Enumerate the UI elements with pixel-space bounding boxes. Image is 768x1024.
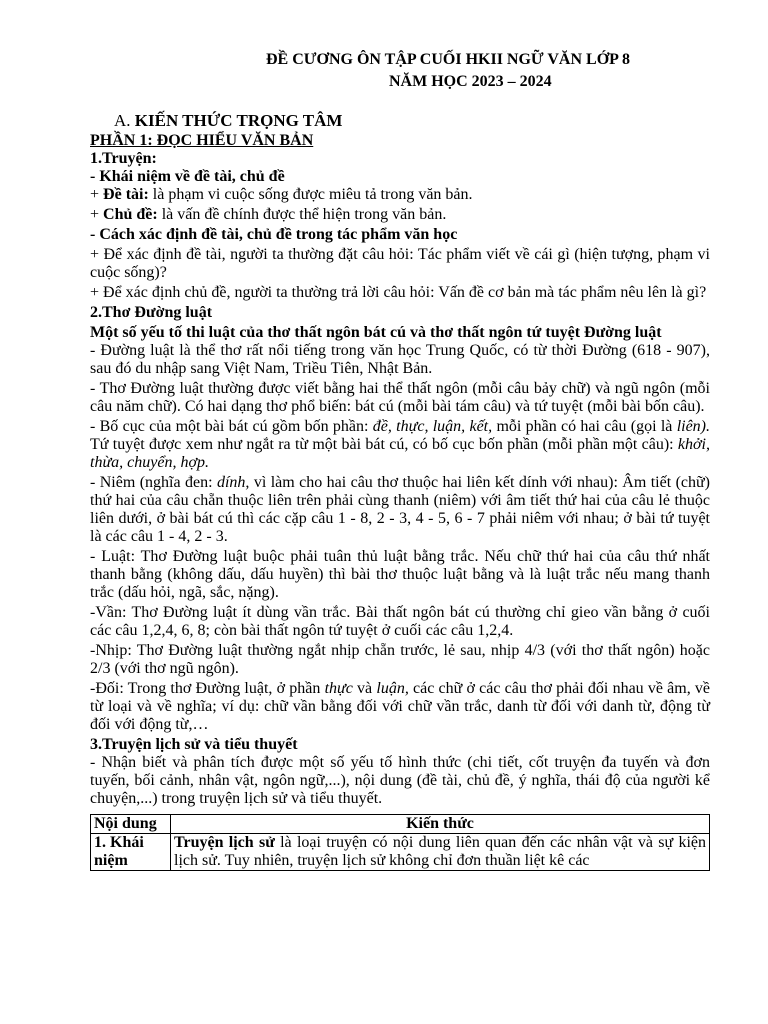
section-a-heading — [114, 112, 342, 130]
s1-topic-prefix: + — [90, 186, 104, 203]
table-row-bold: Truyện lịch sử — [174, 834, 275, 851]
s2-p8-text-c: các chữ ở các câu thơ phải đối nhau về âm, về từ loại và về nghĩa; ví dụ: chữ vần bằng đối với chữ vần trắc, danh từ đối với danh từ, động từ đối với động từ,… — [90, 680, 711, 733]
s2-p3-text-b: mỗi phần có hai câu (gọi là — [492, 418, 677, 435]
s2-p3-text-a: - Bố cục của một bài bát cú gồm bốn phần: — [90, 418, 373, 435]
s2-p8-text-a: -Đối: Trong thơ Đường luật, ở phần — [90, 680, 325, 697]
s2-p8-text-b: và — [352, 680, 377, 697]
s3-paragraph-1: - Nhận biết và phân tích được một số yếu tố hình thức (chi tiết, cốt truyện đa tuyến và đơn tuyến, bối cảnh, nhân vật, ngôn ngữ,...), nội dung (đề tài, chủ đề, ý nghĩa, thái độ của người kể chuyện,...) trong truyện lịch sử và tiểu thuyết. — [90, 754, 710, 807]
s2-p8-italic-1: thực — [324, 680, 353, 697]
s1-theme-label: Chủ đề: — [103, 206, 158, 223]
s2-p8-italic-2: luận, — [376, 680, 409, 697]
document-body — [90, 132, 710, 871]
s2-paragraph-5: - Luật: Thơ Đường luật buộc phải tuân thủ luật bằng trắc. Nếu chữ thứ hai của câu thứ nhất thanh bằng (không dấu, dấu huyền) thì bài thơ thuộc luật bằng và là luật trắc nếu mang thanh trắc (dấu hỏi, ngã, sắc, nặng). — [90, 548, 710, 601]
s2-p4-text-a: - Niêm (nghĩa đen: — [90, 474, 217, 491]
s1-theme-prefix: + — [90, 206, 104, 223]
s2-p3-italic-3: khởi, thừa, chuyển, hợp. — [90, 436, 710, 471]
s2-heading: 2.Thơ Đường luật — [90, 304, 213, 321]
s1-method-heading: - Cách xác định đề tài, chủ đề trong tác phẩm văn học — [90, 226, 458, 243]
table-header-content: Nội dung — [91, 815, 171, 834]
document-title-line1: ĐỀ CƯƠNG ÔN TẬP CUỐI HKII NGỮ VĂN LỚP 8 — [266, 51, 631, 68]
table-header-knowledge: Kiến thức — [171, 815, 710, 834]
s2-p3-text-c: Tứ tuyệt được xem như ngắt ra từ một bài bát cú, có bố cục bốn phần (mỗi phần một câu): — [90, 436, 678, 453]
s2-p3-italic-2: liên). — [676, 418, 711, 435]
s1-method1: + Để xác định đề tài, người ta thường đặt câu hỏi: Tác phẩm viết về cái gì (hiện tượng, phạm vi cuộc sống)? — [90, 246, 710, 281]
s3-heading: 3.Truyện lịch sử và tiểu thuyết — [90, 736, 298, 753]
s2-paragraph-6: -Vần: Thơ Đường luật ít dùng vần trắc. Bài thất ngôn bát cú thường chỉ gieo vần bằng ở cuối các câu 1,2,4, 6, 8; còn bài thất ngôn tứ tuyệt ở cuối các câu 1,2,4. — [90, 604, 710, 639]
table-row-text: là loại truyện có nội dung liên quan đến các nhân vật và sự kiện lịch sử. Tuy nhiên, truyện lịch sử không chỉ đơn thuần liệt kê các — [174, 834, 707, 869]
table-row — [91, 834, 710, 871]
s2-p4-text-b: vì làm cho hai câu thơ thuộc hai liên kết dính với nhau): Âm tiết (chữ) thứ hai của câu chẵn thuộc liên trên phải cùng thanh (niêm) với âm tiết thứ hai của câu lẻ thuộc liên dưới, ở bài bát cú thì các cặp câu 1 - 8, 2 - 3, 4 - 5, 6 - 7 phải niêm với nhau; ở bài tứ tuyệt là các câu 1 - 4, 2 - 3. — [90, 474, 711, 545]
s1-concept-heading: - Khái niệm về đề tài, chủ đề — [90, 168, 285, 185]
section-a-title: KIẾN THỨC TRỌNG TÂM — [134, 111, 343, 130]
s1-theme-text: là vấn đề chính được thể hiện trong văn bản. — [157, 206, 447, 223]
s2-subheading: Một số yếu tố thi luật của thơ thất ngôn bát cú và thơ thất ngôn tứ tuyệt Đường luật — [90, 324, 662, 341]
document-title-line2: NĂM HỌC 2023 – 2024 — [389, 73, 552, 90]
s2-paragraph-7: -Nhịp: Thơ Đường luật thường ngắt nhịp chẵn trước, lẻ sau, nhịp 4/3 (với thơ thất ngôn) hoặc 2/3 (với thơ ngũ ngôn). — [90, 642, 710, 677]
knowledge-table — [90, 814, 710, 871]
table-row-label: 1. Khái niệm — [91, 834, 171, 871]
s1-method2: + Để xác định chủ đề, người ta thường trả lời câu hỏi: Vấn đề cơ bản mà tác phẩm nêu lên là gì? — [90, 284, 707, 301]
s2-paragraph-2: - Thơ Đường luật thường được viết bằng hai thể thất ngôn (mỗi câu bảy chữ) và ngũ ngôn (mỗi câu năm chữ). Có hai dạng thơ phổ biến: bát cú (mỗi bài tám câu) và tứ tuyệt (mỗi bài bốn câu). — [90, 380, 710, 415]
part1-title: PHẦN 1: ĐỌC HIỂU VĂN BẢN — [90, 132, 314, 149]
table-header-row — [91, 815, 710, 834]
s2-p4-italic: dính, — [216, 474, 250, 491]
section-a-prefix: A. — [114, 111, 135, 130]
s1-topic-text: là phạm vi cuộc sống được miêu tả trong văn bản. — [148, 186, 473, 203]
s1-topic-label: Đề tài: — [103, 186, 149, 203]
s1-heading: 1.Truyện: — [90, 150, 157, 167]
s2-paragraph-1: - Đường luật là thể thơ rất nổi tiếng trong văn học Trung Quốc, có từ thời Đường (618 - 907), sau đó du nhập sang Việt Nam, Triều Tiên, Nhật Bản. — [90, 342, 710, 377]
s2-paragraph-8 — [90, 680, 710, 734]
s2-paragraph-3 — [90, 418, 710, 472]
s2-p3-italic-1: đề, thực, luận, kết, — [372, 418, 493, 435]
table-row-content — [171, 834, 710, 871]
s2-paragraph-4 — [90, 474, 710, 546]
s1-topic — [90, 186, 710, 204]
s1-theme — [90, 206, 710, 224]
